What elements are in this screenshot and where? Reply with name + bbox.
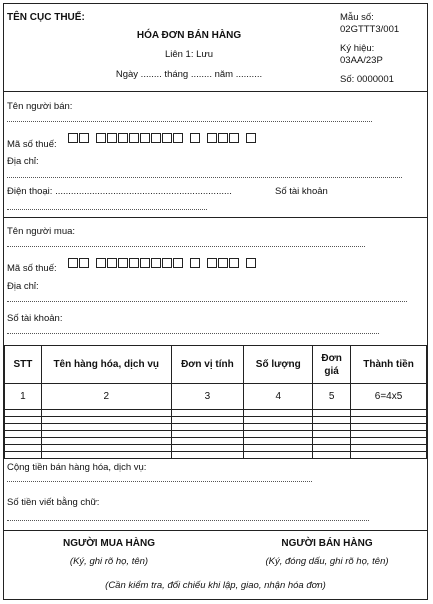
buyer-name-line[interactable]	[7, 246, 365, 247]
footer-note: (Cần kiểm tra, đối chiếu khi lập, giao, nhận hóa đơn)	[105, 580, 326, 591]
form-value: 02GTTT3/001	[340, 24, 400, 35]
table-cell: 3	[171, 384, 244, 410]
seller-tax-code-boxes[interactable]	[68, 133, 257, 143]
seller-phone-dots[interactable]: ...................................................................	[55, 186, 232, 197]
buyer-account-label: Số tài khoản:	[7, 313, 63, 324]
seller-signature-title: NGƯỜI BÁN HÀNG	[281, 538, 373, 549]
col-header-amount: Thành tiền	[351, 346, 427, 384]
tax-agency-label: TÊN CỤC THUẾ:	[7, 12, 85, 23]
form-label: Mẫu số:	[340, 12, 374, 23]
divider	[4, 530, 427, 531]
amount-in-words-label: Số tiền viết bằng chữ:	[7, 497, 100, 508]
buyer-tax-code-label: Mã số thuế:	[7, 263, 57, 274]
table-row[interactable]	[5, 424, 427, 431]
table-cell: 4	[244, 384, 313, 410]
table-row[interactable]	[5, 438, 427, 445]
total-line[interactable]	[7, 481, 312, 482]
buyer-signature-title: NGƯỜI MUA HÀNG	[62, 538, 155, 549]
seller-tax-code-label: Mã số thuế:	[7, 139, 57, 150]
buyer-address-label: Địa chỉ:	[7, 281, 39, 292]
seller-signature-note: (Ký, đóng dấu, ghi rõ họ, tên)	[265, 556, 389, 567]
date-line: Ngày ........ tháng ........ năm ..........	[115, 69, 263, 80]
table-row[interactable]	[5, 410, 427, 417]
seller-account-line[interactable]	[7, 209, 207, 210]
buyer-address-line[interactable]	[7, 301, 407, 302]
divider	[4, 217, 427, 218]
total-label: Cộng tiền bán hàng hóa, dịch vụ:	[7, 462, 147, 473]
table-row[interactable]	[5, 431, 427, 438]
invoice-form	[3, 3, 428, 600]
invoice-number: Số: 0000001	[340, 74, 394, 85]
seller-address-label: Địa chỉ:	[7, 156, 39, 167]
items-table	[4, 345, 427, 459]
table-cell: 1	[5, 384, 42, 410]
col-header-stt: STT	[5, 346, 42, 384]
amount-in-words-line[interactable]	[7, 520, 369, 521]
symbol-label: Ký hiệu:	[340, 43, 375, 54]
col-header-quantity: Số lượng	[244, 346, 313, 384]
buyer-name-label: Tên người mua:	[7, 226, 76, 237]
table-header-row	[5, 346, 427, 384]
col-header-unit-price: Đơn giá	[313, 346, 351, 384]
seller-address-line[interactable]	[7, 177, 402, 178]
col-header-unit: Đơn vị tính	[171, 346, 244, 384]
seller-name-line[interactable]	[7, 121, 372, 122]
buyer-account-line[interactable]	[7, 333, 379, 334]
copy-label: Liên 1: Lưu	[164, 49, 214, 60]
col-header-item: Tên hàng hóa, dịch vụ	[41, 346, 171, 384]
table-row[interactable]	[5, 417, 427, 424]
table-row[interactable]	[5, 452, 427, 459]
table-cell: 6=4x5	[351, 384, 427, 410]
buyer-signature-note: (Ký, ghi rõ họ, tên)	[69, 556, 149, 567]
table-row[interactable]	[5, 445, 427, 452]
seller-phone-label	[7, 186, 232, 197]
seller-phone-text: Điện thoại:	[7, 186, 56, 197]
invoice-title: HÓA ĐƠN BÁN HÀNG	[136, 30, 242, 41]
table-cell: 2	[41, 384, 171, 410]
divider	[4, 91, 427, 92]
buyer-tax-code-boxes[interactable]	[68, 258, 257, 268]
table-number-row	[5, 384, 427, 410]
seller-name-label: Tên người bán:	[7, 101, 73, 112]
symbol-value: 03AA/23P	[340, 55, 383, 66]
table-cell: 5	[313, 384, 351, 410]
seller-account-label: Số tài khoản	[275, 186, 328, 197]
